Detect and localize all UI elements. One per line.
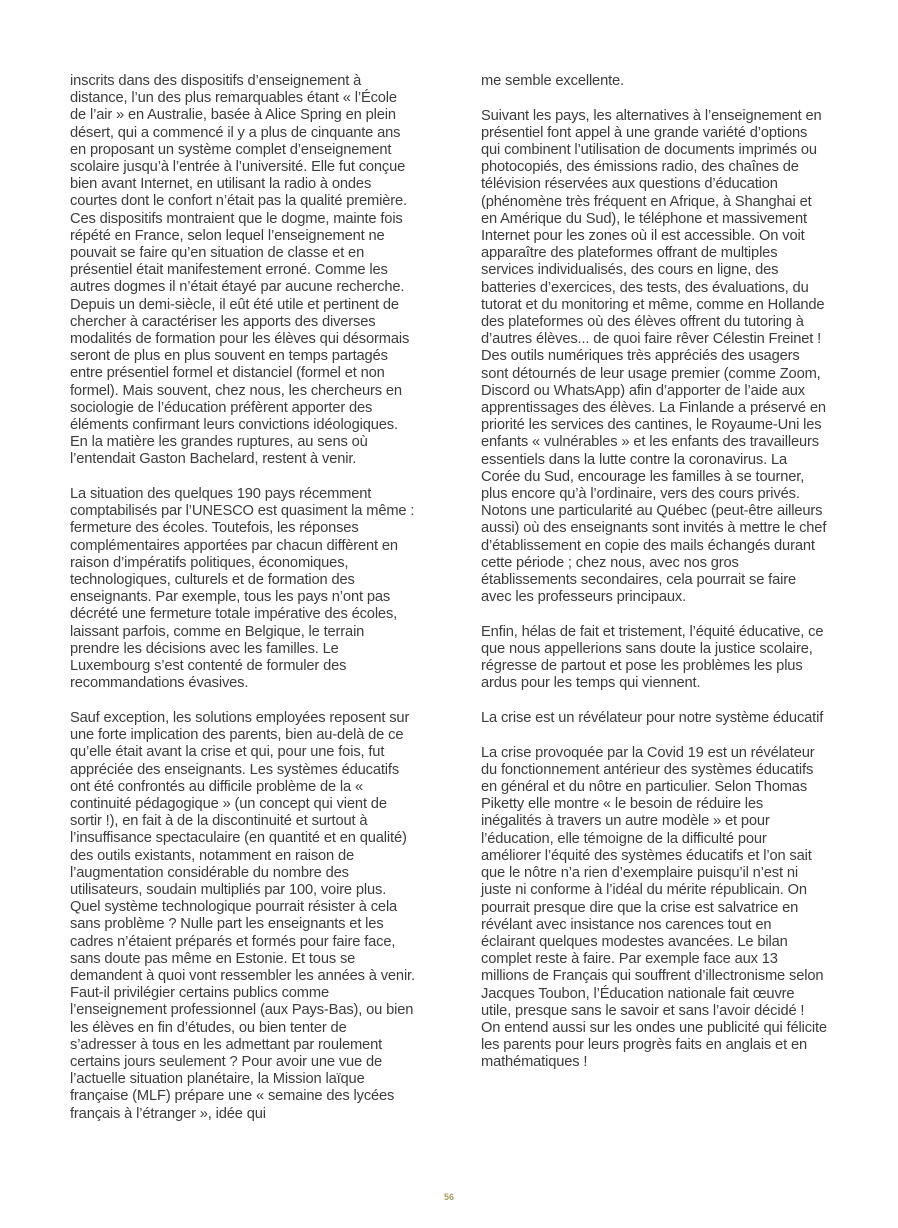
paragraph: La situation des quelques 190 pays récemment comptabilisés par l’UNESCO est quasiment la même : fermeture des écoles. Toutefois, les réponses complémentaires apportées par chacun diffèrent en raison d’impératifs politiques, économiques, technologiques, culturels et de formation des enseignants. Par exemple, tous les pays n’ont pas décrété une fermeture totale impérative des écoles, laissant parfois, comme en Belgique, le terrain prendre les décisions avec les familles. Le Luxembourg s’est contenté de formuler des recommandations évasives. [70,486,415,692]
paragraph: Suivant les pays, les alternatives à l’enseignement en présentiel font appel à une grande variété d’options qui combinent l’utilisation de documents imprimés ou photocopiés, des émissions radio, des chaînes de télévision réservées aux questions d’éducation (phénomène très fréquent en Afrique, à Shanghai et en Amérique du Sud), le téléphone et massivement Internet pour les zones où il est accessible. On voit apparaître des plateformes offrant de multiples services individualisés, des cours en ligne, des batteries d’exercices, des tests, des évaluations, du tutorat et du monitoring et même, comme en Hollande des plateformes où des élèves offrent du tutoring à d’autres élèves... de quoi faire rêver Célestin Freinet ! Des outils numériques très appréciés des usagers sont détournés de leur usage premier (comme Zoom, Discord ou WhatsApp) afin d’apporter de l’aide aux apprentissages des élèves. La Finlande a préservé en priorité les services des cantines, le Royaume-Uni les enfants « vulnérables » et les enfants des travailleurs essentiels dans la lutte contre la coronavirus. La Corée du Sud, encourage les familles à se tourner, plus encore qu’à l’ordinaire, vers des cours privés. Notons une particularité au Québec (peut-être ailleurs aussi) où des enseignants sont invités à mettre le chef d’établissement en copie des mails échangés durant cette période ; chez nous, avec nos gros établissements secondaires, cela pourrait se faire avec les professeurs principaux. [481,107,827,606]
paragraph: Sauf exception, les solutions employées reposent sur une forte implication des parents, bien au-delà de ce qu’elle était avant la crise et qui, pour une fois, fut appréciée des enseignants. Les systèmes éducatifs ont été confrontés au difficile problème de la « continuité pédagogique » (un concept qui vient de sortir !), en fait à de la discontinuité et surtout à l’insuffisance spectaculaire (en quantité et en qualité) des outils existants, notamment en raison de l’augmentation considérable du nombre des utilisateurs, soudain multipliés par 100, voire plus. Quel système technologique pourrait résister à cela sans problème ? Nulle part les enseignants et les cadres n’étaient préparés et formés pour faire face, sans doute pas même en Estonie. Et tous se demandent à quoi vont ressembler les années à venir. Faut-il privilégier certains publics comme l’enseignement professionnel (aux Pays-Bas), ou bien les élèves en fin d’études, ou bien tenter de s’adresser à tous en les admettant par roulement certains jours seulement ? Pour avoir une vue de l’actuelle situation planétaire, la Mission laïque française (MLF) prépare une « semaine des lycées français à l’étranger », idée qui [70,709,415,1122]
left-column [70,73,416,1140]
paragraph: inscrits dans des dispositifs d’enseignement à distance, l’un des plus remarquables étant « l’École de l’air » en Australie, basée à Alice Spring en plein désert, qui a commencé il y a plus de cinquante ans en proposant un système complet d’enseignement scolaire jusqu’à l’entrée à l’université. Elle fut conçue bien avant Internet, en utilisant la radio à ondes courtes dont le confort n’était pas la qualité première. Ces dispositifs montraient que le dogme, mainte fois répété en France, selon lequel l’enseignement ne pouvait se faire qu’en situation de classe et en présentiel était manifestement erroné. Comme les autres dogmes il n’était étayé par aucune recherche. Depuis un demi-siècle, il eût été utile et pertinent de chercher à caractériser les apports des diverses modalités de formation pour les élèves qui désormais seront de plus en plus souvent en temps partagés entre présentiel formel et distanciel (formel et non formel). Mais souvent, chez nous, les chercheurs en sociologie de l’éducation préfèrent apporter des éléments confirmant leurs convictions idéologiques. En la matière les grandes ruptures, au sens où l’entendait Gaston Bachelard, restent à venir. [70,73,410,468]
paragraph: La crise provoquée par la Covid 19 est un révélateur du fonctionnement antérieur des systèmes éducatifs en général et du nôtre en particulier. Selon Thomas Piketty elle montre « le besoin de réduire les inégalités à travers un autre modèle » et pour l’éducation, elle témoigne de la difficulté pour améliorer l’équité des systèmes éducatifs et l’on sait que le nôtre n’a rien d’exemplaire puisqu’il n’est ni juste ni conforme à l’idéal du mérite républicain. On pourrait presque dire que la crise est salvatrice en révélant avec insistance nos carences tout en éclairant quelques modestes avancées. Le bilan complet reste à faire. Par exemple face aux 13 millions de Français qui souffrent d’illectronisme selon Jacques Toubon, l’Éducation nationale fait œuvre utile, presque sans le savoir et sans l’avoir décidé ! On entend aussi sur les ondes une publicité qui félicite les parents pour leurs progrès faits en anglais et en mathématiques ! [481,744,827,1071]
page-number: 56 [443,1192,454,1202]
right-column [481,73,827,1089]
paragraph: Enfin, hélas de fait et tristement, l’équité éducative, ce que nous appellerions sans doute la justice scolaire, régresse de partout et pose les problèmes les plus ardus pour les temps qui viennent. [481,623,824,692]
section-heading: La crise est un révélateur pour notre système éducatif [481,710,824,727]
paragraph: me semble excellente. [481,73,624,89]
